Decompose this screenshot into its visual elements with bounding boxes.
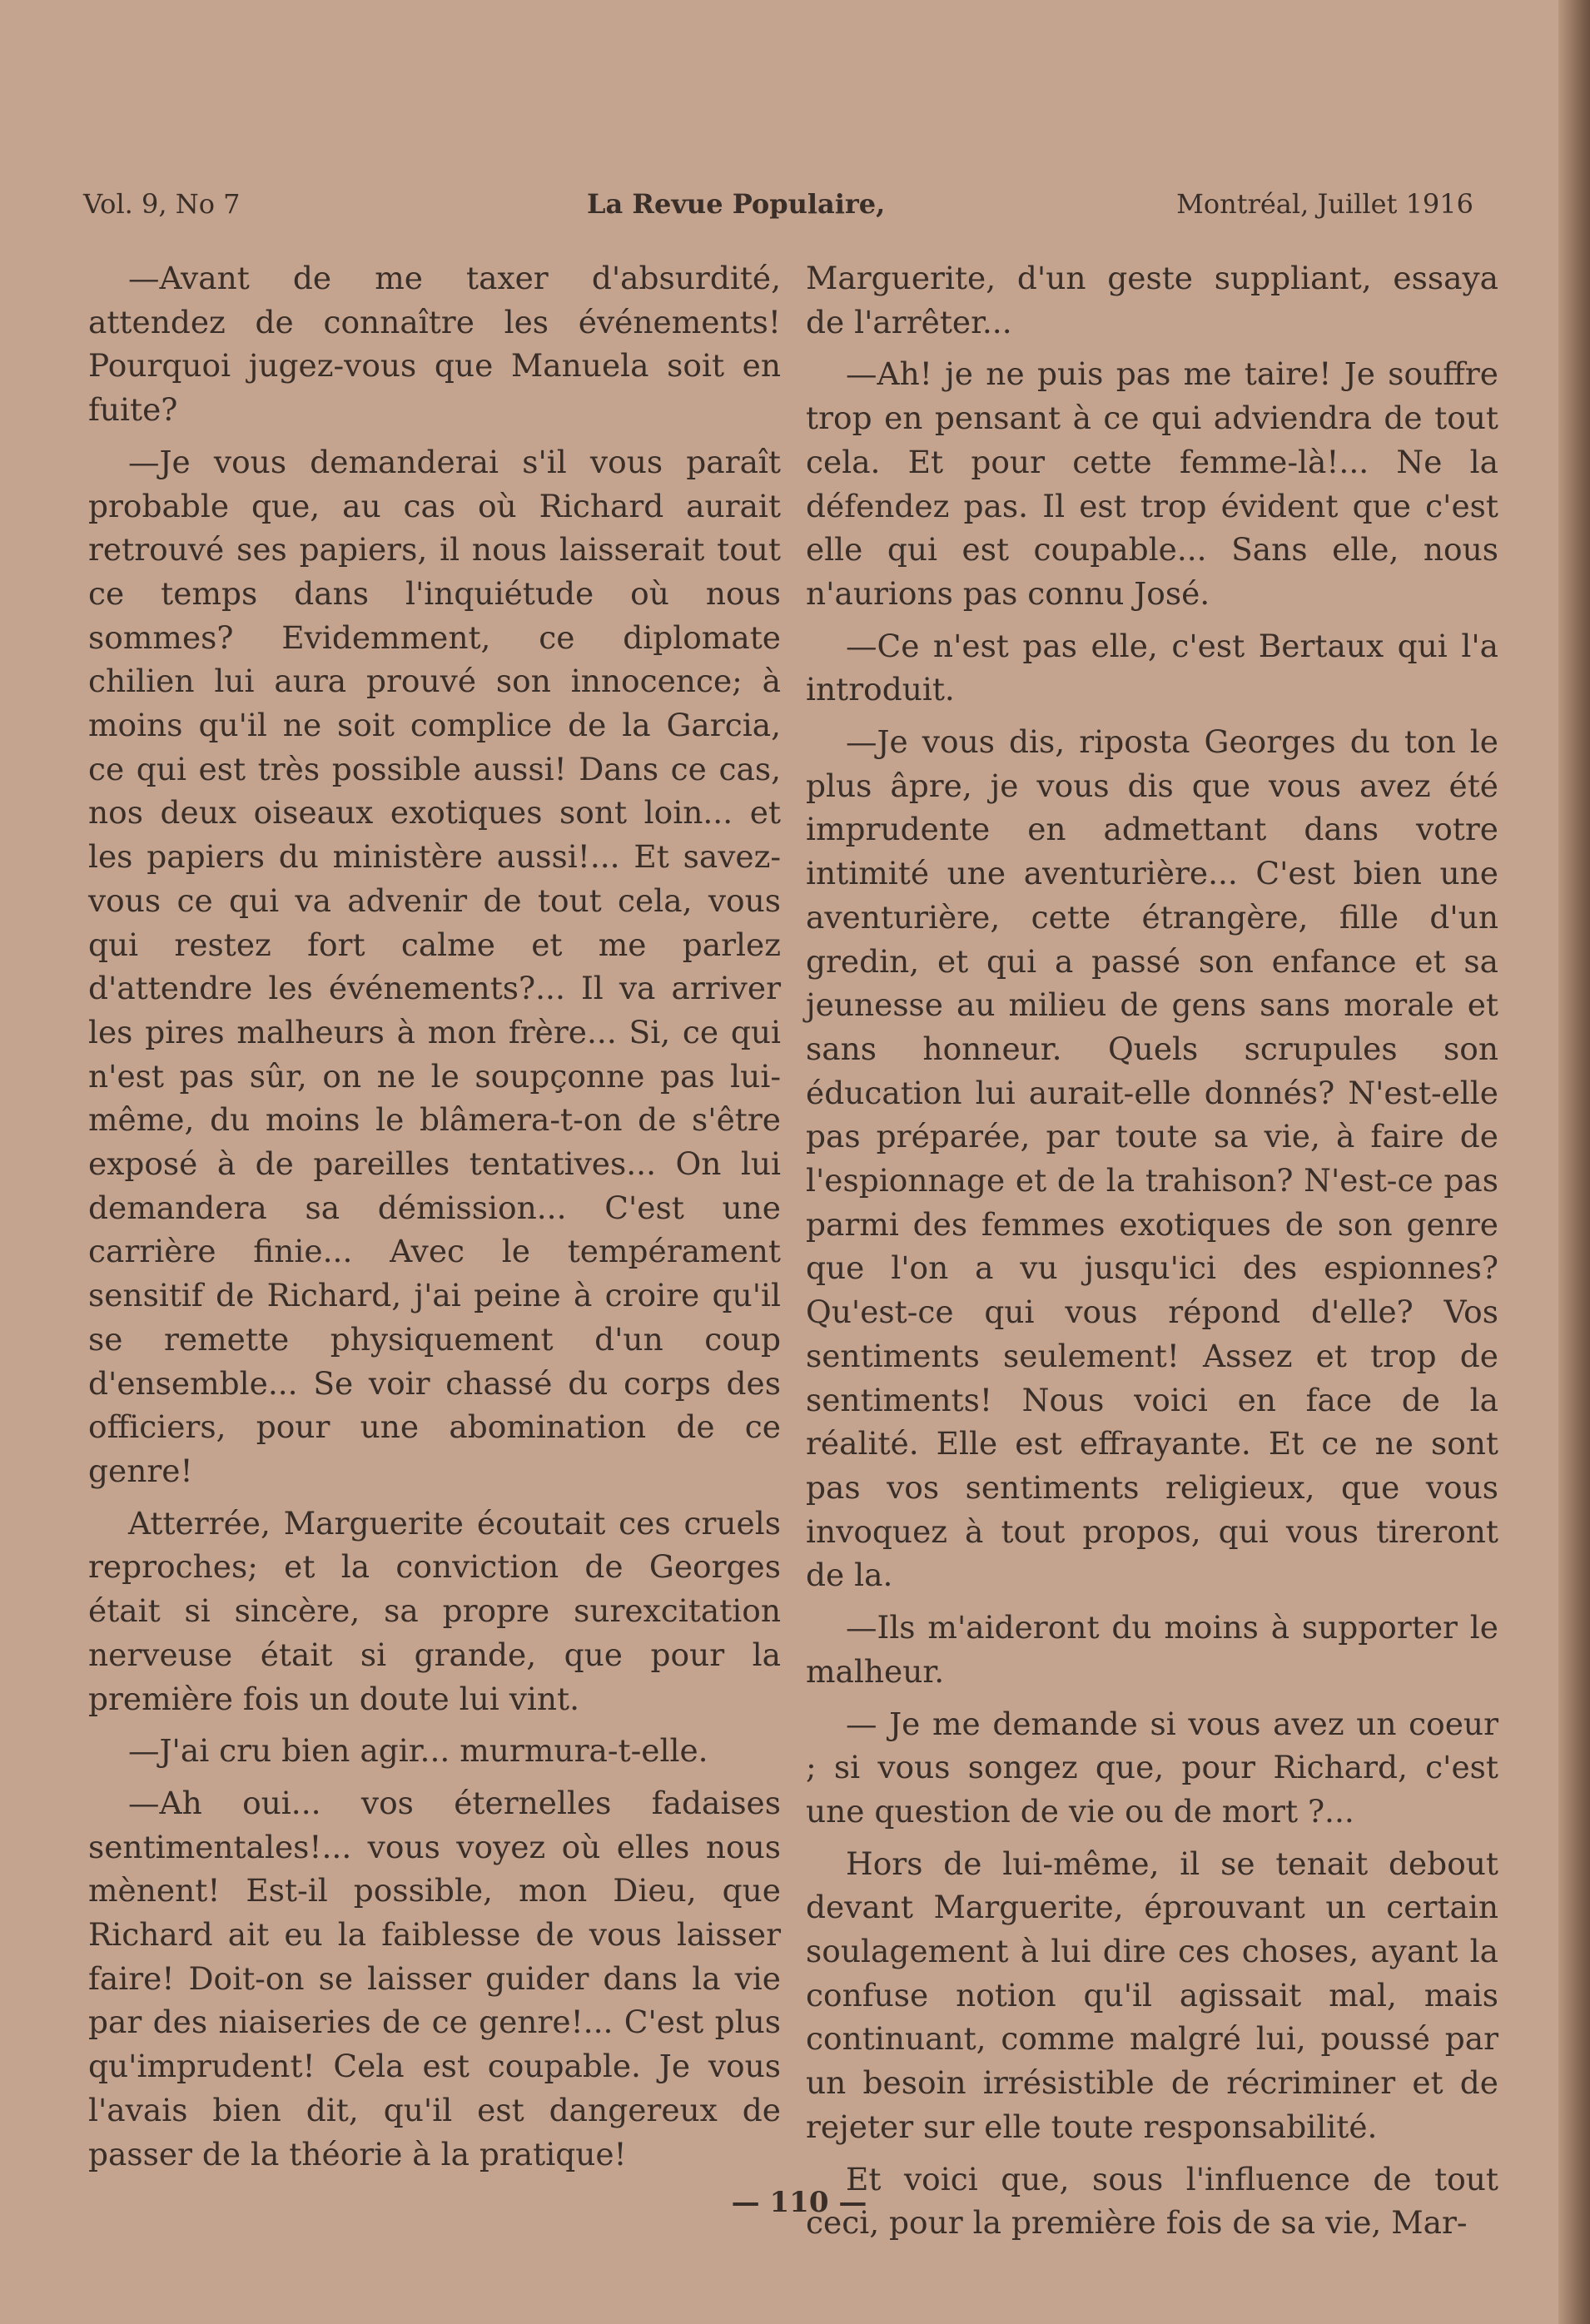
running-header — [83, 188, 1473, 226]
paragraph: —J'ai cru bien agir... murmura-t-elle. — [128, 1732, 708, 1770]
paragraph: —Ah oui... vos éternelles fadaises sentimentales!... vous voyez où elles nous mènent! Est-il possible, mon Dieu, que Richard ait eu la faiblesse de vous laisser faire! Doit-on se laisser guider dans la vie par des niaiseries de ce genre!... C'est plus qu'imprudent! Cela est coupable. Je vous l'avais bien dit, qu'il est dangereux de passer de la théorie à la pratique! — [88, 1784, 781, 2173]
paragraph: —Je vous dis, riposta Georges du ton le plus âpre, je vous dis que vous avez été imprudente en admettant dans votre intimité une aventurière... C'est bien une aventurière, cette étrangère, fille d'un gredin, et qui a passé son enfance et sa jeunesse au milieu de gens sans morale et sans honneur. Quels scrupules son éducation lui aurait-elle donnés? N'est-elle pas préparée, par toute sa vie, à faire de l'espionnage et de la trahison? N'est-ce pas parmi des femmes exotiques de son genre que l'on a vu jusqu'ici des espionnes? Qu'est-ce qui vous répond d'elle? Vos sentiments seulement! Assez et trop de sentiments! Nous voici en face de la réalité. Elle est effrayante. Et ce ne sont pas vos sentiments religieux, que vous invoquez à tout propos, qui vous tireront de la. — [806, 723, 1498, 1594]
right-column — [806, 256, 1498, 2253]
paragraph: Atterrée, Marguerite écoutait ces cruels reproches; et la conviction de Georges était si sincère, sa propre surexcitation nerveuse était si grande, que pour la première fois un doute lui vint. — [88, 1504, 781, 1717]
paragraph: Hors de lui-même, il se tenait debout devant Marguerite, éprouvant un certain soulagement à lui dire ces choses, ayant la confuse notion qu'il agissait mal, mais continuant, comme malgré lui, poussé par un besoin irrésistible de récriminer et de rejeter sur elle toute responsabilité. — [806, 1845, 1498, 2145]
paragraph: —Je vous demanderai s'il vous paraît probable que, au cas où Richard aurait retrouvé ses papiers, il nous laisserait tout ce temps dans l'inquiétude où nous sommes? Evidemment, ce diplomate chilien lui aura prouvé son innocence; à moins qu'il ne soit complice de la Garcia, ce qui est très possible aussi! Dans ce cas, nos deux oiseaux exotiques sont loin... et les papiers du ministère aussi!... Et savez-vous ce qui va advenir de tout cela, vous qui restez fort calme et me parlez d'attendre les événements?... Il va arriver les pires malheurs à mon frère... Si, ce qui n'est pas sûr, on ne le soupçonne pas lui-même, du moins le blâmera-t-on de s'être exposé à de pareilles tentatives... On lui demandera sa démission... C'est une carrière finie... Avec le tempérament sensitif de Richard, j'ai peine à croire qu'il se remette physiquement d'un coup d'ensemble... Se voir chassé du corps des officiers, pour une abomination de ce genre! — [88, 443, 781, 1489]
issue-date: Montréal, Juillet 1916 — [1176, 188, 1473, 220]
paragraph: —Ils m'aideront du moins à supporter le malheur. — [806, 1609, 1498, 1690]
paragraph: —Avant de me taxer d'absurdité, attendez de connaître les événements! Pourquoi jugez-vous que Manuela soit en fuite? — [88, 260, 781, 429]
paragraph: —Ce n'est pas elle, c'est Bertaux qui l'a introduit. — [806, 627, 1498, 708]
paragraph: Marguerite, d'un geste suppliant, essaya de l'arrêter... — [806, 260, 1498, 340]
left-column — [88, 256, 781, 2184]
page-number: — 110 — — [731, 2186, 867, 2219]
paragraph: —Ah! je ne puis pas me taire! Je souffre trop en pensant à ce qui adviendra de tout cela. Et pour cette femme-là!... Ne la défendez pas. Il est trop évident que c'est elle qui est coupable... Sans elle, nous n'aurions pas connu José. — [806, 355, 1498, 612]
volume-number: Vol. 9, No 7 — [83, 188, 241, 220]
journal-title: La Revue Populaire, — [587, 188, 886, 220]
paragraph: — Je me demande si vous avez un coeur ; si vous songez que, pour Richard, c'est une question de vie ou de mort ?... — [806, 1705, 1498, 1830]
paragraph: Et voici que, sous l'influence de tout ceci, pour la première fois de sa vie, Mar- — [806, 2160, 1498, 2242]
page-edge — [1558, 0, 1590, 2324]
